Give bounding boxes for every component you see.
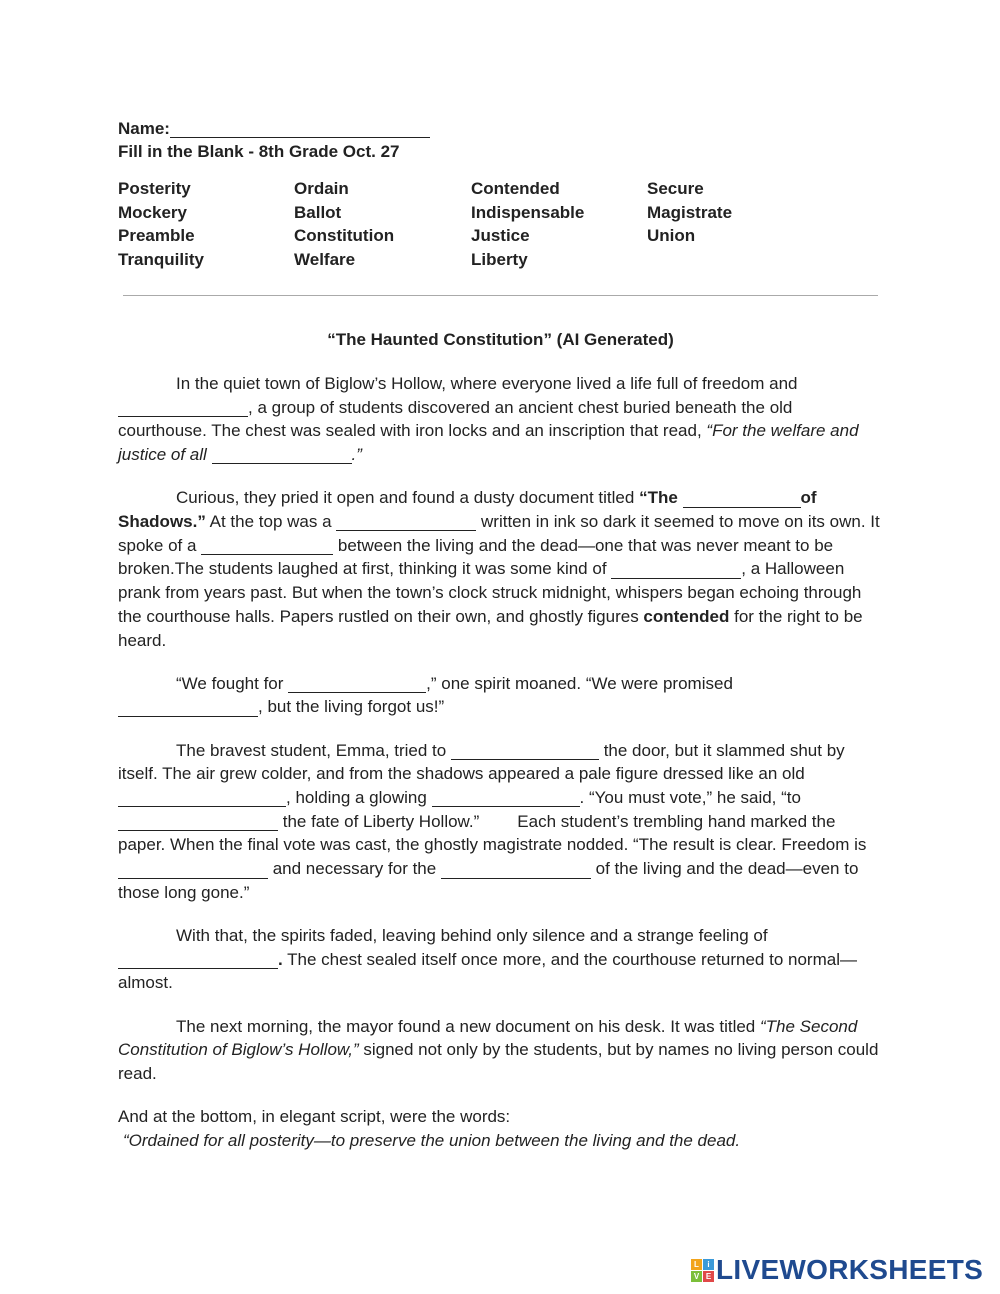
blank-5[interactable]	[201, 537, 333, 555]
blank-15[interactable]	[118, 951, 278, 969]
word-bank-item: Indispensable	[471, 202, 585, 222]
name-input[interactable]	[170, 120, 430, 138]
blank-11[interactable]	[432, 789, 580, 807]
name-label: Name:	[118, 119, 170, 138]
blank-13[interactable]	[118, 861, 268, 879]
blank-9[interactable]	[451, 742, 599, 760]
word-bank-item: Preamble	[118, 226, 195, 246]
word-bank-item: Ordain	[294, 179, 349, 198]
blank-2[interactable]	[212, 446, 352, 464]
word-bank	[118, 177, 883, 272]
paragraph-2: Curious, they pried it open and found a dusty document titled “The of Shadows.” At the top was a written in ink so dark it seemed to move on its own. It spoke of a between the living and the dead—one that was never meant to be broken.The students laughed at first, thinking it was some kind of , a Halloween prank from years past. But when the town’s clock struck midnight, whispers began echoing through the courthouse halls. Papers rustled on their own, and ghostly figures contended for the right to be heard.	[118, 488, 880, 650]
blank-14[interactable]	[441, 861, 591, 879]
word-bank-item: Mockery	[118, 202, 187, 222]
word-bank-item: Liberty	[471, 250, 528, 270]
paragraph-4: The bravest student, Emma, tried to the door, but it slammed shut by itself. The air grew colder, and from the shadows appeared a pale figure dressed like an old , holding a glowing . “You must vote,” he said, “to the fate of Liberty Hollow.” Each student’s trembling hand marked the paper. When the final vote was cast, the ghostly magistrate nodded. “The result is clear. Freedom is and necessary for the of the living and the dead—even to those long gone.”	[118, 740, 867, 902]
blank-12[interactable]	[118, 813, 278, 831]
blank-6[interactable]	[611, 561, 741, 579]
word-bank-item: Union	[647, 226, 696, 246]
word-bank-item: Justice	[471, 226, 530, 246]
worksheet-page	[118, 117, 883, 1150]
word-bank-item: Constitution	[294, 226, 395, 246]
worksheet-subtitle: Fill in the Blank - 8th Grade Oct. 27	[118, 142, 400, 161]
paragraph-6: The next morning, the mayor found a new document on his desk. It was titled “The Second Constitution of Biglow’s Hollow,” signed not only by the students, but by names no living person could read.	[118, 1016, 879, 1084]
word-bank-item: Tranquility	[118, 250, 204, 270]
name-line	[118, 117, 883, 140]
word-bank-item: Welfare	[294, 250, 356, 270]
blank-10[interactable]	[118, 789, 286, 807]
story-body	[118, 372, 883, 1172]
blank-7[interactable]	[288, 675, 426, 693]
word-bank-item: Ballot	[294, 202, 342, 222]
paragraph-7: And at the bottom, in elegant script, were the words: “Ordained for all posterity—to preserve the union between the living and the dead.	[118, 1107, 741, 1150]
blank-8[interactable]	[118, 699, 258, 717]
blank-3[interactable]	[683, 490, 801, 508]
logo-mark-icon: L i V E	[691, 1259, 714, 1282]
liveworksheets-logo	[691, 1254, 983, 1286]
story-title: “The Haunted Constitution” (AI Generated)	[327, 330, 674, 349]
blank-1[interactable]	[118, 399, 248, 417]
word-bank-item: Contended	[471, 179, 560, 198]
word-bank-item	[647, 248, 823, 272]
word-bank-item: Posterity	[118, 179, 191, 198]
paragraph-3: “We fought for ,” one spirit moaned. “We were promised , but the living forgot us!”	[118, 672, 883, 719]
divider	[123, 295, 878, 296]
paragraph-1: In the quiet town of Biglow’s Hollow, where everyone lived a life full of freedom and , a group of students discovered an ancient chest buried beneath the old courthouse. The chest was sealed with iron locks and an inscription that read, “For the welfare and justice of all .”	[118, 374, 859, 465]
logo-text: LIVEWORKSHEETS	[716, 1254, 984, 1285]
blank-4[interactable]	[336, 513, 476, 531]
paragraph-5: With that, the spirits faded, leaving behind only silence and a strange feeling of . The chest sealed itself once more, and the courthouse returned to normal—almost.	[118, 926, 857, 993]
word-bank-item: Secure	[647, 179, 704, 198]
word-bank-item: Magistrate	[647, 202, 733, 222]
